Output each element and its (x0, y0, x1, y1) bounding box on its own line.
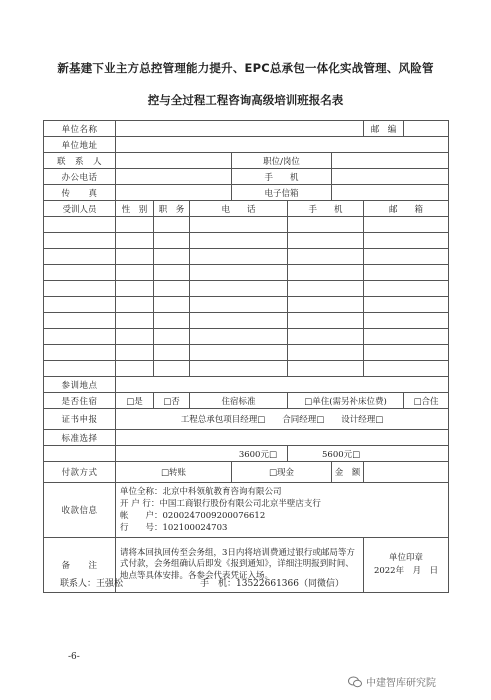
payee-unit: 单位全称：北京中科领航教育咨询有限公司 (120, 487, 282, 497)
position-field[interactable] (332, 153, 449, 169)
trainee-row (44, 233, 449, 249)
amount-field[interactable] (364, 462, 449, 483)
phone-header: 电 话 (190, 201, 288, 217)
wechat-icon (348, 676, 362, 688)
unit-name-label: 单位名称 (44, 121, 116, 137)
lodging-label: 是否住宿 (44, 393, 116, 409)
lodging-shared-checkbox[interactable]: □合住 (404, 393, 449, 409)
row-office-phone (44, 169, 449, 185)
duty-header: 职 务 (154, 201, 190, 217)
title-line-2: 控与全过程工程咨询高级培训班报名表 (147, 93, 344, 107)
page-number: -6- (68, 652, 80, 662)
watermark (348, 674, 436, 689)
payee-bank-no: 行 号：102100024703 (120, 523, 228, 533)
trainee-row (44, 249, 449, 265)
row-fee (44, 430, 449, 446)
fax-label: 传 真 (44, 185, 116, 201)
email-field[interactable] (332, 185, 449, 201)
payee-account: 帐 户：0200247009200076612 (120, 511, 266, 521)
trainee-row (44, 217, 449, 233)
lodging-yes-checkbox[interactable]: □是 (116, 393, 154, 409)
payee-label: 收款信息 (44, 483, 116, 538)
trainee-row (44, 265, 449, 281)
remark-text: 请将本回执回传至会务组，3日内将培训费通过银行或邮局等方式付款，会务组确认后即发《报到通知》，详细注明报到时间、地点等具体安排。各参会代表凭证入场。 (116, 538, 364, 593)
office-phone-field[interactable] (116, 169, 232, 185)
postcode-field[interactable] (404, 121, 449, 137)
trainee-row (44, 297, 449, 313)
location-field[interactable] (116, 377, 449, 393)
fee-5600-checkbox[interactable]: 5600元□ (288, 446, 449, 462)
stamp-date: 2022年 月 日 (373, 566, 439, 576)
lodging-no-checkbox[interactable]: □否 (154, 393, 190, 409)
lodging-single-checkbox[interactable]: □单住(需另补床位费) (288, 393, 404, 409)
postcode-label: 邮 编 (364, 121, 404, 137)
trainee-header: 受训人员 (44, 201, 116, 217)
trainee-row (44, 361, 449, 377)
trainee-row (44, 313, 449, 329)
location-label: 参训地点 (44, 377, 116, 393)
certificate-options[interactable]: 工程总承包项目经理□ 合同经理□ 设计经理□ (116, 409, 449, 430)
certificate-label: 证书申报 (44, 409, 116, 430)
row-location (44, 377, 449, 393)
payee-bank: 开 户 行：中国工商银行股份有限公司北京半壁店支行 (120, 499, 321, 509)
lodging-standard-label: 住宿标准 (190, 393, 288, 409)
registration-form (43, 120, 449, 593)
address-label: 单位地址 (44, 137, 116, 153)
position-label: 职位/岗位 (232, 153, 332, 169)
contact-mobile: 手 机：13522661366（同微信） (200, 579, 344, 589)
contact-field[interactable] (116, 153, 232, 169)
fee-label: 标准选择 (44, 430, 116, 446)
row-lodging (44, 393, 449, 409)
row-payee (44, 483, 449, 538)
title-line-1: 新基建下业主方总控管理能力提升、EPC总承包一体化实战管理、风险管 (57, 61, 434, 75)
contact-label: 联 系 人 (44, 153, 116, 169)
trainee-row (44, 281, 449, 297)
mobile-field[interactable] (332, 169, 449, 185)
row-fax (44, 185, 449, 201)
payment-transfer-checkbox[interactable]: □转账 (116, 462, 232, 483)
trainee-row (44, 345, 449, 361)
trainee-header-row (44, 201, 449, 217)
unit-name-field[interactable] (116, 121, 364, 137)
fee-3600-checkbox[interactable]: 3600元□ (116, 446, 288, 462)
row-fee-options (44, 446, 449, 462)
fax-field[interactable] (116, 185, 232, 201)
mobile-header: 手 机 (288, 201, 364, 217)
payment-cash-checkbox[interactable]: □现金 (232, 462, 332, 483)
address-field[interactable] (116, 137, 449, 153)
office-phone-label: 办公电话 (44, 169, 116, 185)
remark-label: 备 注 (44, 538, 116, 593)
contact-person: 联系人：王强松 (60, 579, 124, 589)
payment-label: 付款方式 (44, 462, 116, 483)
row-address (44, 137, 449, 153)
watermark-text: 中建智库研究院 (366, 678, 436, 689)
mobile-label: 手 机 (232, 169, 332, 185)
trainee-row (44, 329, 449, 345)
amount-label: 金 额 (332, 462, 364, 483)
gender-header: 性 别 (116, 201, 154, 217)
row-contact (44, 153, 449, 169)
row-payment (44, 462, 449, 483)
email-header: 邮 箱 (364, 201, 449, 217)
email-label: 电子信箱 (232, 185, 332, 201)
stamp-label: 单位印章 (389, 553, 424, 563)
row-unit-name (44, 121, 449, 137)
row-certificate (44, 409, 449, 430)
